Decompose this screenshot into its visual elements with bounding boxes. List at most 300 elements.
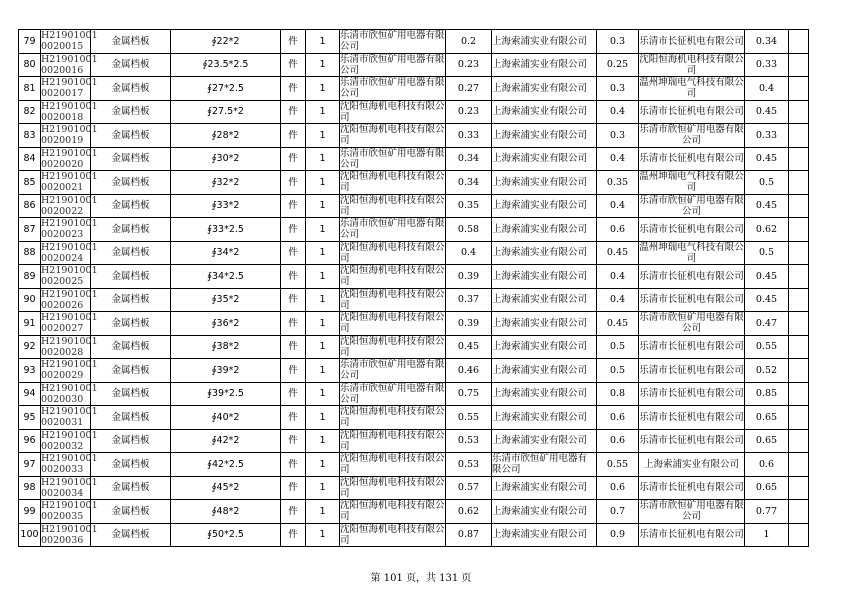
quantity-cell: 1 <box>306 406 340 430</box>
blank-cell <box>789 288 809 312</box>
price-2-cell: 0.6 <box>597 406 639 430</box>
material-name-cell: 金属档板 <box>91 335 171 359</box>
blank-cell <box>789 77 809 101</box>
unit-cell: 件 <box>281 194 306 218</box>
price-3-cell: 0.62 <box>745 218 789 242</box>
unit-cell: 件 <box>281 500 306 524</box>
specification-cell: ∮34*2.5 <box>171 265 281 289</box>
table-row <box>19 100 809 124</box>
table-row <box>19 359 809 383</box>
table-row <box>19 218 809 242</box>
supplier-3-cell: 乐清市长征机电有限公司 <box>639 335 745 359</box>
specification-cell: ∮27*2.5 <box>171 77 281 101</box>
supplier-2-cell: 上海索浦实业有限公司 <box>492 476 597 500</box>
price-1-cell: 0.35 <box>446 194 492 218</box>
material-code-cell: H21901001 0020015 <box>41 30 98 53</box>
price-2-cell: 0.6 <box>597 218 639 242</box>
material-name-cell: 金属档板 <box>91 359 171 383</box>
price-3-cell: 0.85 <box>745 382 789 406</box>
unit-cell: 件 <box>281 77 306 101</box>
quantity-cell: 1 <box>306 429 340 453</box>
blank-cell <box>789 241 809 265</box>
price-3-cell: 0.34 <box>745 30 789 54</box>
specification-cell: ∮50*2.5 <box>171 523 281 547</box>
price-2-cell: 0.4 <box>597 265 639 289</box>
material-code-cell: H21901001 0020019 <box>41 124 98 147</box>
supplier-3-cell: 乐清市长征机电有限公司 <box>639 429 745 453</box>
row-number-cell: 89 <box>19 265 41 289</box>
supplier-2-cell: 上海索浦实业有限公司 <box>492 312 597 336</box>
table-row <box>19 453 809 477</box>
quantity-cell: 1 <box>306 476 340 500</box>
specification-cell: ∮28*2 <box>171 124 281 148</box>
price-2-cell: 0.45 <box>597 312 639 336</box>
material-name-cell: 金属档板 <box>91 147 171 171</box>
quantity-cell: 1 <box>306 312 340 336</box>
unit-cell: 件 <box>281 241 306 265</box>
row-number-cell: 96 <box>19 429 41 453</box>
blank-cell <box>789 171 809 195</box>
price-3-cell: 0.33 <box>745 124 789 148</box>
supplier-2-cell: 上海索浦实业有限公司 <box>492 359 597 383</box>
page-footer: 第 101 页，共 131 页 <box>370 573 472 584</box>
price-3-cell: 0.5 <box>745 171 789 195</box>
supplier-2-cell: 上海索浦实业有限公司 <box>492 500 597 524</box>
row-number-cell: 93 <box>19 359 41 383</box>
material-code-cell: H21901001 0020017 <box>41 77 98 100</box>
price-1-cell: 0.58 <box>446 218 492 242</box>
material-code-cell: H21901001 0020030 <box>41 382 98 405</box>
row-number-cell: 97 <box>19 453 41 477</box>
supplier-3-cell: 乐清市长征机电有限公司 <box>639 100 745 124</box>
supplier-3-cell: 乐清市长征机电有限公司 <box>639 382 745 406</box>
blank-cell <box>789 453 809 477</box>
price-1-cell: 0.87 <box>446 523 492 547</box>
supplier-2-cell: 上海索浦实业有限公司 <box>492 523 597 547</box>
supplier-1-cell: 沈阳恒海机电科技有限公司 <box>340 476 445 499</box>
price-3-cell: 0.45 <box>745 288 789 312</box>
material-name-cell: 金属档板 <box>91 453 171 477</box>
price-1-cell: 0.53 <box>446 429 492 453</box>
material-name-cell: 金属档板 <box>91 77 171 101</box>
price-2-cell: 0.6 <box>597 476 639 500</box>
price-3-cell: 0.4 <box>745 77 789 101</box>
price-2-cell: 0.9 <box>597 523 639 547</box>
unit-cell: 件 <box>281 476 306 500</box>
specification-cell: ∮40*2 <box>171 406 281 430</box>
supplier-1-cell: 乐清市欣恒矿用电器有限公司 <box>340 382 445 405</box>
blank-cell <box>789 406 809 430</box>
quantity-cell: 1 <box>306 382 340 406</box>
quantity-cell: 1 <box>306 265 340 289</box>
material-name-cell: 金属档板 <box>91 265 171 289</box>
blank-cell <box>789 53 809 77</box>
material-name-cell: 金属档板 <box>91 523 171 547</box>
material-code-cell: H21901001 0020029 <box>41 359 98 382</box>
material-name-cell: 金属档板 <box>91 429 171 453</box>
blank-cell <box>789 500 809 524</box>
supplier-3-cell: 乐清市欣恒矿用电器有限公司 <box>639 124 744 147</box>
unit-cell: 件 <box>281 523 306 547</box>
price-1-cell: 0.39 <box>446 265 492 289</box>
quantity-cell: 1 <box>306 124 340 148</box>
material-name-cell: 金属档板 <box>91 288 171 312</box>
supplier-3-cell: 乐清市长征机电有限公司 <box>639 147 745 171</box>
supplier-1-cell: 沈阳恒海机电科技有限公司 <box>340 171 445 194</box>
blank-cell <box>789 335 809 359</box>
price-3-cell: 0.33 <box>745 53 789 77</box>
blank-cell <box>789 429 809 453</box>
supplier-1-cell: 沈阳恒海机电科技有限公司 <box>340 124 445 147</box>
quantity-cell: 1 <box>306 335 340 359</box>
price-2-cell: 0.3 <box>597 124 639 148</box>
unit-cell: 件 <box>281 218 306 242</box>
supplier-1-cell: 沈阳恒海机电科技有限公司 <box>340 312 445 335</box>
price-1-cell: 0.57 <box>446 476 492 500</box>
supplier-1-cell: 沈阳恒海机电科技有限公司 <box>340 288 445 311</box>
supplier-1-cell: 乐清市欣恒矿用电器有限公司 <box>340 30 445 53</box>
price-2-cell: 0.4 <box>597 288 639 312</box>
supplier-2-cell: 上海索浦实业有限公司 <box>492 429 597 453</box>
table-row <box>19 500 809 524</box>
row-number-cell: 80 <box>19 53 41 77</box>
supplier-3-cell: 乐清市长征机电有限公司 <box>639 406 745 430</box>
price-2-cell: 0.35 <box>597 171 639 195</box>
supplier-3-cell: 乐清市长征机电有限公司 <box>639 359 745 383</box>
table-row <box>19 335 809 359</box>
supplier-1-cell: 沈阳恒海机电科技有限公司 <box>340 453 445 476</box>
price-3-cell: 0.47 <box>745 312 789 336</box>
price-1-cell: 0.37 <box>446 288 492 312</box>
supplier-2-cell: 上海索浦实业有限公司 <box>492 241 597 265</box>
material-name-cell: 金属档板 <box>91 476 171 500</box>
price-1-cell: 0.53 <box>446 453 492 477</box>
material-code-cell: H21901001 0020034 <box>41 476 98 499</box>
price-1-cell: 0.2 <box>446 30 492 54</box>
price-2-cell: 0.55 <box>597 453 639 477</box>
row-number-cell: 99 <box>19 500 41 524</box>
supplier-3-cell: 乐清市欣恒矿用电器有限公司 <box>639 500 744 523</box>
supplier-3-cell: 沈阳恒海机电科技有限公司 <box>639 53 744 76</box>
price-3-cell: 1 <box>745 523 789 547</box>
material-code-cell: H21901001 0020035 <box>41 500 98 523</box>
table-row <box>19 288 809 312</box>
quantity-cell: 1 <box>306 30 340 54</box>
price-2-cell: 0.5 <box>597 359 639 383</box>
unit-cell: 件 <box>281 124 306 148</box>
supplier-3-cell: 乐清市长征机电有限公司 <box>639 265 745 289</box>
price-2-cell: 0.5 <box>597 335 639 359</box>
blank-cell <box>789 382 809 406</box>
price-3-cell: 0.6 <box>745 453 789 477</box>
table-row <box>19 265 809 289</box>
table-row <box>19 30 809 54</box>
supplier-3-cell: 温州坤瑞电气科技有限公司 <box>639 171 744 194</box>
price-3-cell: 0.45 <box>745 147 789 171</box>
unit-cell: 件 <box>281 288 306 312</box>
table-row <box>19 194 809 218</box>
price-2-cell: 0.4 <box>597 100 639 124</box>
material-code-cell: H21901001 0020021 <box>41 171 98 194</box>
supplier-1-cell: 沈阳恒海机电科技有限公司 <box>340 500 445 523</box>
unit-cell: 件 <box>281 359 306 383</box>
table-row <box>19 147 809 171</box>
supplier-3-cell: 温州坤瑞电气科技有限公司 <box>639 241 744 264</box>
supplier-2-cell: 上海索浦实业有限公司 <box>492 147 597 171</box>
material-code-cell: H21901001 0020028 <box>41 335 98 358</box>
material-name-cell: 金属档板 <box>91 406 171 430</box>
supplier-3-cell: 上海索浦实业有限公司 <box>639 453 745 477</box>
price-2-cell: 0.4 <box>597 147 639 171</box>
quantity-cell: 1 <box>306 147 340 171</box>
table-row <box>19 523 809 547</box>
specification-cell: ∮38*2 <box>171 335 281 359</box>
supplier-1-cell: 沈阳恒海机电科技有限公司 <box>340 406 445 429</box>
quantity-cell: 1 <box>306 194 340 218</box>
material-code-cell: H21901001 0020016 <box>41 53 98 76</box>
material-code-cell: H21901001 0020022 <box>41 194 98 217</box>
price-1-cell: 0.46 <box>446 359 492 383</box>
table-row <box>19 382 809 406</box>
price-3-cell: 0.45 <box>745 265 789 289</box>
quantity-cell: 1 <box>306 359 340 383</box>
supplier-2-cell: 上海索浦实业有限公司 <box>492 406 597 430</box>
supplier-1-cell: 沈阳恒海机电科技有限公司 <box>340 335 445 358</box>
row-number-cell: 83 <box>19 124 41 148</box>
material-name-cell: 金属档板 <box>91 500 171 524</box>
row-number-cell: 87 <box>19 218 41 242</box>
specification-cell: ∮33*2 <box>171 194 281 218</box>
blank-cell <box>789 523 809 547</box>
row-number-cell: 88 <box>19 241 41 265</box>
supplier-2-cell: 上海索浦实业有限公司 <box>492 335 597 359</box>
material-name-cell: 金属档板 <box>91 30 171 54</box>
unit-cell: 件 <box>281 53 306 77</box>
price-1-cell: 0.55 <box>446 406 492 430</box>
material-name-cell: 金属档板 <box>91 382 171 406</box>
material-name-cell: 金属档板 <box>91 53 171 77</box>
specification-cell: ∮32*2 <box>171 171 281 195</box>
material-code-cell: H21901001 0020020 <box>41 147 98 170</box>
material-name-cell: 金属档板 <box>91 100 171 124</box>
price-3-cell: 0.65 <box>745 406 789 430</box>
supplier-1-cell: 沈阳恒海机电科技有限公司 <box>340 429 445 452</box>
specification-cell: ∮35*2 <box>171 288 281 312</box>
supplier-1-cell: 乐清市欣恒矿用电器有限公司 <box>340 147 445 170</box>
supplier-3-cell: 乐清市欣恒矿用电器有限公司 <box>639 312 744 335</box>
quantity-cell: 1 <box>306 218 340 242</box>
quantity-cell: 1 <box>306 53 340 77</box>
price-3-cell: 0.65 <box>745 476 789 500</box>
price-3-cell: 0.77 <box>745 500 789 524</box>
supplier-3-cell: 乐清市长征机电有限公司 <box>639 288 745 312</box>
specification-cell: ∮39*2 <box>171 359 281 383</box>
quantity-cell: 1 <box>306 77 340 101</box>
material-code-cell: H21901001 0020023 <box>41 218 98 241</box>
blank-cell <box>789 30 809 54</box>
supplier-2-cell: 上海索浦实业有限公司 <box>492 77 597 101</box>
price-3-cell: 0.45 <box>745 100 789 124</box>
row-number-cell: 98 <box>19 476 41 500</box>
price-2-cell: 0.7 <box>597 500 639 524</box>
material-code-cell: H21901001 0020018 <box>41 100 98 123</box>
material-code-cell: H21901001 0020025 <box>41 265 98 288</box>
blank-cell <box>789 359 809 383</box>
blank-cell <box>789 312 809 336</box>
material-name-cell: 金属档板 <box>91 241 171 265</box>
supplier-2-cell: 上海索浦实业有限公司 <box>492 194 597 218</box>
material-code-cell: H21901001 0020031 <box>41 406 98 429</box>
specification-cell: ∮33*2.5 <box>171 218 281 242</box>
unit-cell: 件 <box>281 265 306 289</box>
supplier-1-cell: 乐清市欣恒矿用电器有限公司 <box>340 218 445 241</box>
unit-cell: 件 <box>281 312 306 336</box>
table-row <box>19 124 809 148</box>
unit-cell: 件 <box>281 429 306 453</box>
material-code-cell: H21901001 0020024 <box>41 241 98 264</box>
supplier-1-cell: 沈阳恒海机电科技有限公司 <box>340 194 445 217</box>
table-row <box>19 171 809 195</box>
material-code-cell: H21901001 0020027 <box>41 312 98 335</box>
row-number-cell: 95 <box>19 406 41 430</box>
price-1-cell: 0.62 <box>446 500 492 524</box>
specification-cell: ∮42*2 <box>171 429 281 453</box>
price-3-cell: 0.55 <box>745 335 789 359</box>
supplier-1-cell: 乐清市欣恒矿用电器有限公司 <box>340 77 445 100</box>
supplier-3-cell: 乐清市长征机电有限公司 <box>639 476 745 500</box>
unit-cell: 件 <box>281 30 306 54</box>
supplier-3-cell: 乐清市欣恒矿用电器有限公司 <box>639 194 744 217</box>
price-3-cell: 0.5 <box>745 241 789 265</box>
unit-cell: 件 <box>281 382 306 406</box>
unit-cell: 件 <box>281 147 306 171</box>
material-code-cell: H21901001 0020033 <box>41 453 98 476</box>
supplier-2-cell: 上海索浦实业有限公司 <box>492 382 597 406</box>
price-2-cell: 0.25 <box>597 53 639 77</box>
specification-cell: ∮48*2 <box>171 500 281 524</box>
table-row <box>19 406 809 430</box>
specification-cell: ∮30*2 <box>171 147 281 171</box>
blank-cell <box>789 218 809 242</box>
specification-cell: ∮36*2 <box>171 312 281 336</box>
unit-cell: 件 <box>281 406 306 430</box>
blank-cell <box>789 100 809 124</box>
material-name-cell: 金属档板 <box>91 124 171 148</box>
material-name-cell: 金属档板 <box>91 312 171 336</box>
supplier-1-cell: 沈阳恒海机电科技有限公司 <box>340 241 445 264</box>
row-number-cell: 85 <box>19 171 41 195</box>
table-row <box>19 312 809 336</box>
blank-cell <box>789 476 809 500</box>
table-body <box>19 30 809 547</box>
price-1-cell: 0.33 <box>446 124 492 148</box>
price-2-cell: 0.4 <box>597 194 639 218</box>
unit-cell: 件 <box>281 335 306 359</box>
row-number-cell: 100 <box>19 523 41 547</box>
quantity-cell: 1 <box>306 288 340 312</box>
price-1-cell: 0.27 <box>446 77 492 101</box>
specification-cell: ∮45*2 <box>171 476 281 500</box>
price-1-cell: 0.34 <box>446 147 492 171</box>
price-2-cell: 0.3 <box>597 30 639 54</box>
price-3-cell: 0.52 <box>745 359 789 383</box>
supplier-2-cell: 上海索浦实业有限公司 <box>492 265 597 289</box>
supplier-2-cell: 乐清市欣恒矿用电器有限公司 <box>492 453 597 477</box>
supplier-1-cell: 沈阳恒海机电科技有限公司 <box>340 100 445 123</box>
row-number-cell: 84 <box>19 147 41 171</box>
quantity-cell: 1 <box>306 523 340 547</box>
price-1-cell: 0.75 <box>446 382 492 406</box>
material-code-cell: H21901001 0020036 <box>41 523 98 546</box>
material-name-cell: 金属档板 <box>91 218 171 242</box>
specification-cell: ∮34*2 <box>171 241 281 265</box>
supplier-2-cell: 上海索浦实业有限公司 <box>492 100 597 124</box>
table-row <box>19 241 809 265</box>
quantity-cell: 1 <box>306 100 340 124</box>
price-1-cell: 0.23 <box>446 100 492 124</box>
specification-cell: ∮39*2.5 <box>171 382 281 406</box>
supplier-2-cell: 上海索浦实业有限公司 <box>492 288 597 312</box>
price-2-cell: 0.8 <box>597 382 639 406</box>
price-1-cell: 0.4 <box>446 241 492 265</box>
supplier-2-cell: 上海索浦实业有限公司 <box>492 171 597 195</box>
supplier-3-cell: 温州坤瑞电气科技有限公司 <box>639 77 744 100</box>
supplier-1-cell: 沈阳恒海机电科技有限公司 <box>340 265 445 288</box>
price-comparison-table <box>18 29 809 547</box>
price-1-cell: 0.23 <box>446 53 492 77</box>
specification-cell: ∮27.5*2 <box>171 100 281 124</box>
row-number-cell: 82 <box>19 100 41 124</box>
specification-cell: ∮22*2 <box>171 30 281 54</box>
supplier-1-cell: 乐清市欣恒矿用电器有限公司 <box>340 359 445 382</box>
price-2-cell: 0.3 <box>597 77 639 101</box>
blank-cell <box>789 124 809 148</box>
supplier-2-cell: 上海索浦实业有限公司 <box>492 53 597 77</box>
row-number-cell: 81 <box>19 77 41 101</box>
supplier-2-cell: 上海索浦实业有限公司 <box>492 124 597 148</box>
price-1-cell: 0.34 <box>446 171 492 195</box>
price-3-cell: 0.45 <box>745 194 789 218</box>
quantity-cell: 1 <box>306 171 340 195</box>
specification-cell: ∮23.5*2.5 <box>171 53 281 77</box>
supplier-3-cell: 乐清市长征机电有限公司 <box>639 523 745 547</box>
row-number-cell: 79 <box>19 30 41 54</box>
supplier-1-cell: 沈阳恒海机电科技有限公司 <box>340 523 445 546</box>
table-row <box>19 476 809 500</box>
material-name-cell: 金属档板 <box>91 194 171 218</box>
price-2-cell: 0.6 <box>597 429 639 453</box>
supplier-1-cell: 乐清市欣恒矿用电器有限公司 <box>340 53 445 76</box>
row-number-cell: 94 <box>19 382 41 406</box>
table-row <box>19 53 809 77</box>
row-number-cell: 90 <box>19 288 41 312</box>
supplier-3-cell: 乐清市长征机电有限公司 <box>639 30 745 54</box>
unit-cell: 件 <box>281 100 306 124</box>
unit-cell: 件 <box>281 171 306 195</box>
price-1-cell: 0.45 <box>446 335 492 359</box>
supplier-2-cell: 上海索浦实业有限公司 <box>492 30 597 54</box>
price-1-cell: 0.39 <box>446 312 492 336</box>
blank-cell <box>789 194 809 218</box>
table-row <box>19 429 809 453</box>
row-number-cell: 92 <box>19 335 41 359</box>
specification-cell: ∮42*2.5 <box>171 453 281 477</box>
blank-cell <box>789 265 809 289</box>
quantity-cell: 1 <box>306 241 340 265</box>
quantity-cell: 1 <box>306 453 340 477</box>
material-code-cell: H21901001 0020026 <box>41 288 98 311</box>
price-2-cell: 0.45 <box>597 241 639 265</box>
